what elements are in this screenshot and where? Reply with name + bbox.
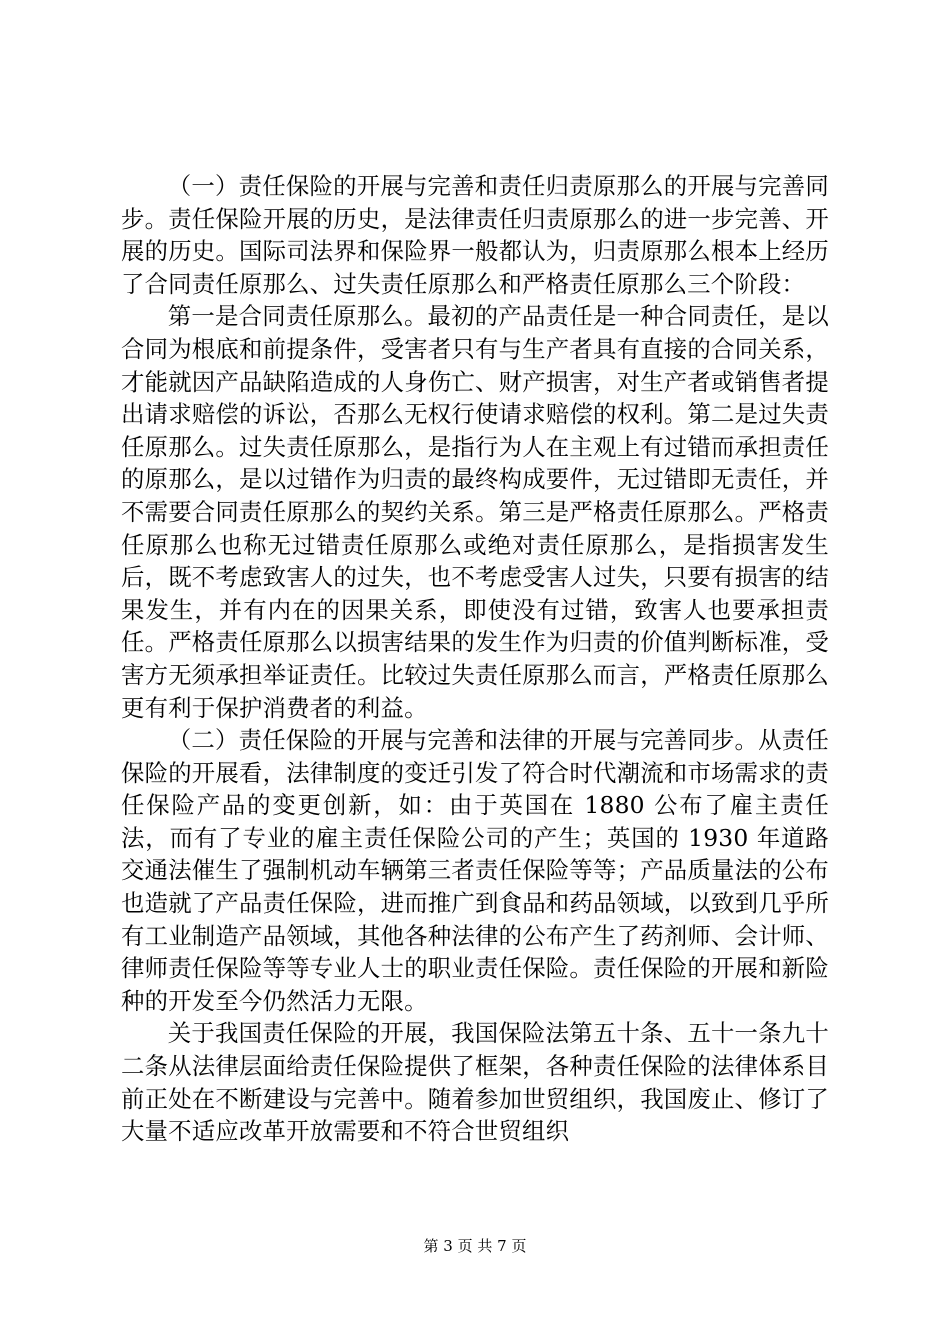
paragraph-2: 第一是合同责任原那么。最初的产品责任是一种合同责任，是以合同为根底和前提条件，受害者只有与生产者具有直接的合同关系，才能就因产品缺陷造成的人身伤亡、财产损害，对生产者或销售者提出请求赔偿的诉讼，否那么无权行使请求赔偿的权利。第二是过失责任原那么。过失责任原那么，是指行为人在主观上有过错而承担责任的原那么，是以过错作为归责的最终构成要件，无过错即无责任，并不需要合同责任原那么的契约关系。第三是严格责任原那么。严格责任原那么也称无过错责任原那么或绝对责任原那么，是指损害发生后，既不考虑致害人的过失，也不考虑受害人过失，只要有损害的结果发生，并有内在的因果关系，即使没有过错，致害人也要承担责任。严格责任原那么以损害结果的发生作为归责的价值判断标准，受害方无须承担举证责任。比较过失责任原那么而言，严格责任原那么更有利于保护消费者的利益。 <box>121 302 829 722</box>
document-body <box>121 170 829 1148</box>
paragraph-1: （一）责任保险的开展与完善和责任归责原那么的开展与完善同步。责任保险开展的历史，是法律责任归责原那么的进一步完善、开展的历史。国际司法界和保险界一般都认为，归责原那么根本上经历了合同责任原那么、过失责任原那么和严格责任原那么三个阶段： <box>121 172 829 298</box>
page-footer: 第 3 页 共 7 页 <box>423 1237 527 1255</box>
paragraph-4: 关于我国责任保险的开展，我国保险法第五十条、五十一条九十二条从法律层面给责任保险提供了框架，各种责任保险的法律体系目前正处在不断建设与完善中。随着参加世贸组织，我国废止、修订了大量不适应改革开放需要和不符合世贸组织 <box>121 1019 829 1146</box>
paragraph-3: （二）责任保险的开展与完善和法律的开展与完善同步。从责任保险的开展看，法律制度的变迁引发了符合时代潮流和市场需求的责任保险产品的变更创新，如：由于英国在 1880 公布了雇主责任法，而有了专业的雇主责任保险公司的产生；英国的 1930 年道路交通法催生了强制机动车辆第三者责任保险等等；产品质量法的公布也造就了产品责任保险，进而推广到食品和药品领域，以致到几乎所有工业制造产品领域，其他各种法律的公布产生了药剂师、会计师、律师责任保险等等专业人士的职业责任保险。责任保险的开展和新险种的开发至今仍然活力无限。 <box>121 726 829 1015</box>
